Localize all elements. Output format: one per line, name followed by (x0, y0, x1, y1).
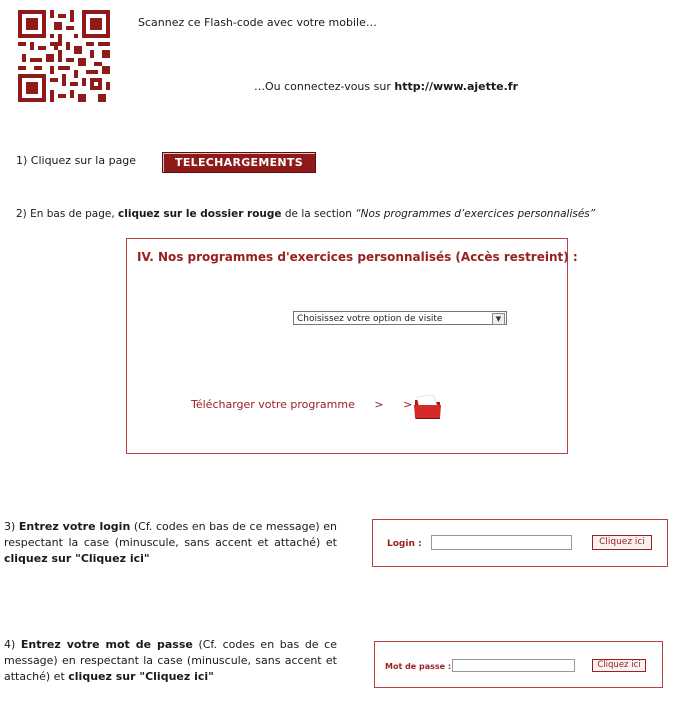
login-submit-button[interactable]: Cliquez ici (592, 535, 652, 550)
step4-bold2: cliquez sur "Cliquez ici" (68, 670, 214, 683)
step3-text (4, 519, 337, 567)
step4-bold1: Entrez votre mot de passe (20, 638, 193, 651)
step2-section-name: “Nos programmes d’exercices personnalisés” (355, 208, 596, 220)
qr-code-icon (18, 10, 110, 102)
section-iv-panel (126, 238, 568, 454)
step3-bold2: cliquez sur "Cliquez ici" (4, 552, 150, 565)
login-input[interactable] (431, 535, 572, 550)
download-label[interactable]: Télécharger votre programme (191, 398, 355, 411)
login-label: Login : (387, 539, 422, 549)
dropdown-arrow-icon[interactable]: ▼ (492, 313, 505, 325)
login-panel (372, 519, 668, 567)
telechargements-button[interactable]: TELECHARGEMENTS (162, 152, 316, 173)
step3-num: 3) (4, 520, 19, 533)
arrow-2: > (403, 398, 413, 411)
step4-num: 4) (4, 638, 21, 651)
select-value: Choisissez votre option de visite (297, 314, 443, 324)
step4-text (4, 637, 337, 685)
step3-bold1: Entrez votre login (18, 520, 131, 533)
step4-rest: (Cf. codes en bas de ce message) en respectant la case (minuscule, sans accent et attaché) et (4, 638, 337, 683)
scan-instruction: Scannez ce Flash-code avec votre mobile… (138, 16, 377, 29)
password-label: Mot de passe : (385, 662, 452, 671)
step1-text: 1) Cliquez sur la page (16, 154, 137, 167)
password-panel (374, 641, 663, 688)
download-line (191, 398, 412, 411)
visit-option-select[interactable] (293, 311, 507, 325)
red-folder-icon[interactable] (413, 394, 443, 420)
connect-line (254, 80, 518, 93)
arrow-1: > (374, 398, 384, 411)
connect-prefix: …Ou connectez-vous sur (254, 80, 395, 93)
step3-rest: (Cf. codes en bas de ce message) en respectant la case (minuscule, sans accent et attaché) et (4, 520, 337, 549)
password-input[interactable] (452, 659, 575, 672)
step2-prefix: 2) En bas de page, (16, 208, 119, 220)
site-link[interactable]: http://www.ajette.fr (394, 80, 518, 93)
section-iv-title: IV. Nos programmes d'exercices personnalisés (Accès restreint) : (137, 250, 578, 264)
password-submit-button[interactable]: Cliquez ici (592, 659, 646, 672)
step2-middle: de la section (281, 208, 356, 220)
step2-text (16, 208, 595, 220)
step2-bold: cliquez sur le dossier rouge (118, 208, 282, 220)
